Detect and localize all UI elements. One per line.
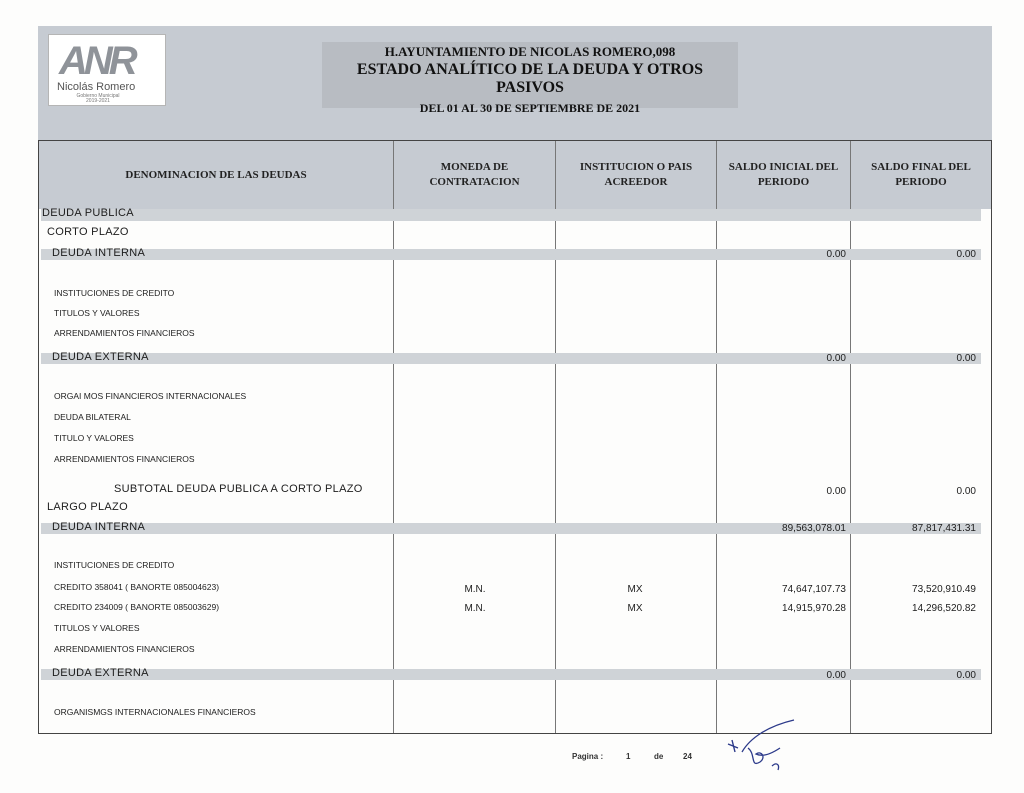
lp-interna-saldo-inicial: 89,563,078.01 [782,523,846,534]
title-entity: H.AYUNTAMIENTO DE NICOLAS ROMERO,098 [384,44,676,59]
row-cp-instituciones-credito: INSTITUCIONES DE CREDITO [54,288,175,298]
col-header-moneda: MONEDA DE CONTRATACION [394,141,555,209]
col-header-institucion: INSTITUCION O PAIS ACREEDOR [556,141,716,209]
credito2-saldo-inicial: 14,915,970.28 [782,603,846,614]
row-cp-bilateral: DEUDA BILATERAL [54,412,131,422]
col-header-saldo-inicial: SALDO INICIAL DEL PERIODO [717,141,850,209]
title-period: DEL 01 AL 30 DE SEPTIEMBRE DE 2021 [419,101,641,115]
handwritten-signature [720,718,810,778]
logo-subtitle: Gobierno Municipal 2019-2021 [76,93,120,104]
footer-page-number: 1 [626,752,631,761]
row-lp-instituciones-credito: INSTITUCIONES DE CREDITO [54,560,175,570]
row-band [41,209,981,221]
row-cp-deuda-externa: DEUDA EXTERNA [52,351,149,363]
row-credito-234009: CREDITO 234009 ( BANORTE 085003629) [54,602,220,612]
row-cp-arrendamientos: ARRENDAMIENTOS FINANCIEROS [54,328,195,338]
logo-name: Nicolás Romero [57,81,136,93]
footer-pagina-label: Pagina : [572,752,604,761]
row-lp-titulos-valores: TITULOS Y VALORES [54,623,140,633]
title-report: ESTADO ANALÍTICO DE LA DEUDA Y OTROS PASIVOS [356,61,704,96]
credito2-pais: MX [627,603,643,614]
row-cp-titulos-valores: TITULOS Y VALORES [54,308,140,318]
credito1-pais: MX [627,584,643,595]
subtotal-saldo-inicial: 0.00 [826,486,846,497]
col-header-saldo-final: SALDO FINAL DEL PERIODO [851,141,991,209]
footer-total-pages: 24 [683,752,692,761]
row-cp-titulos-valores-2: TITULO Y VALORES [54,433,134,443]
municipal-logo [48,34,166,106]
cp-interna-saldo-final: 0.00 [956,249,976,260]
report-title [322,42,738,115]
row-cp-deuda-interna: DEUDA INTERNA [52,247,146,259]
col-header-denominacion: DENOMINACION DE LAS DEUDAS [39,141,393,209]
row-cp-organismos: ORGAI MOS FINANCIEROS INTERNACIONALES [54,391,247,401]
section-corto-plazo: CORTO PLAZO [47,226,129,238]
lp-externa-saldo-final: 0.00 [956,670,976,681]
subtotal-saldo-final: 0.00 [956,486,976,497]
row-lp-deuda-interna: DEUDA INTERNA [52,521,146,533]
row-credito-358041: CREDITO 358041 ( BANORTE 085004623) [54,582,220,592]
row-subtotal-corto-plazo: SUBTOTAL DEUDA PUBLICA A CORTO PLAZO [114,483,363,495]
logo-mark: ANR [59,39,134,83]
footer-de-label: de [654,752,664,761]
cp-externa-saldo-final: 0.00 [956,353,976,364]
row-lp-deuda-externa: DEUDA EXTERNA [52,667,149,679]
credito1-saldo-inicial: 74,647,107.73 [782,584,846,595]
credito2-moneda: M.N. [464,603,486,614]
column-divider [555,141,556,733]
column-divider [393,141,394,733]
cp-interna-saldo-inicial: 0.00 [826,249,846,260]
credito2-saldo-final: 14,296,520.82 [912,603,976,614]
column-divider [716,141,717,733]
column-divider [850,141,851,733]
row-lp-organismos: ORGANISMGS INTERNACIONALES FINANCIEROS [54,707,256,717]
section-largo-plazo: LARGO PLAZO [47,501,128,513]
section-deuda-publica: DEUDA PUBLICA [42,207,134,219]
credito1-moneda: M.N. [464,584,486,595]
row-cp-arrendamientos-2: ARRENDAMIENTOS FINANCIEROS [54,454,195,464]
lp-externa-saldo-inicial: 0.00 [826,670,846,681]
cp-externa-saldo-inicial: 0.00 [826,353,846,364]
lp-interna-saldo-final: 87,817,431.31 [912,523,976,534]
credito1-saldo-final: 73,520,910.49 [912,584,976,595]
row-lp-arrendamientos: ARRENDAMIENTOS FINANCIEROS [54,644,195,654]
